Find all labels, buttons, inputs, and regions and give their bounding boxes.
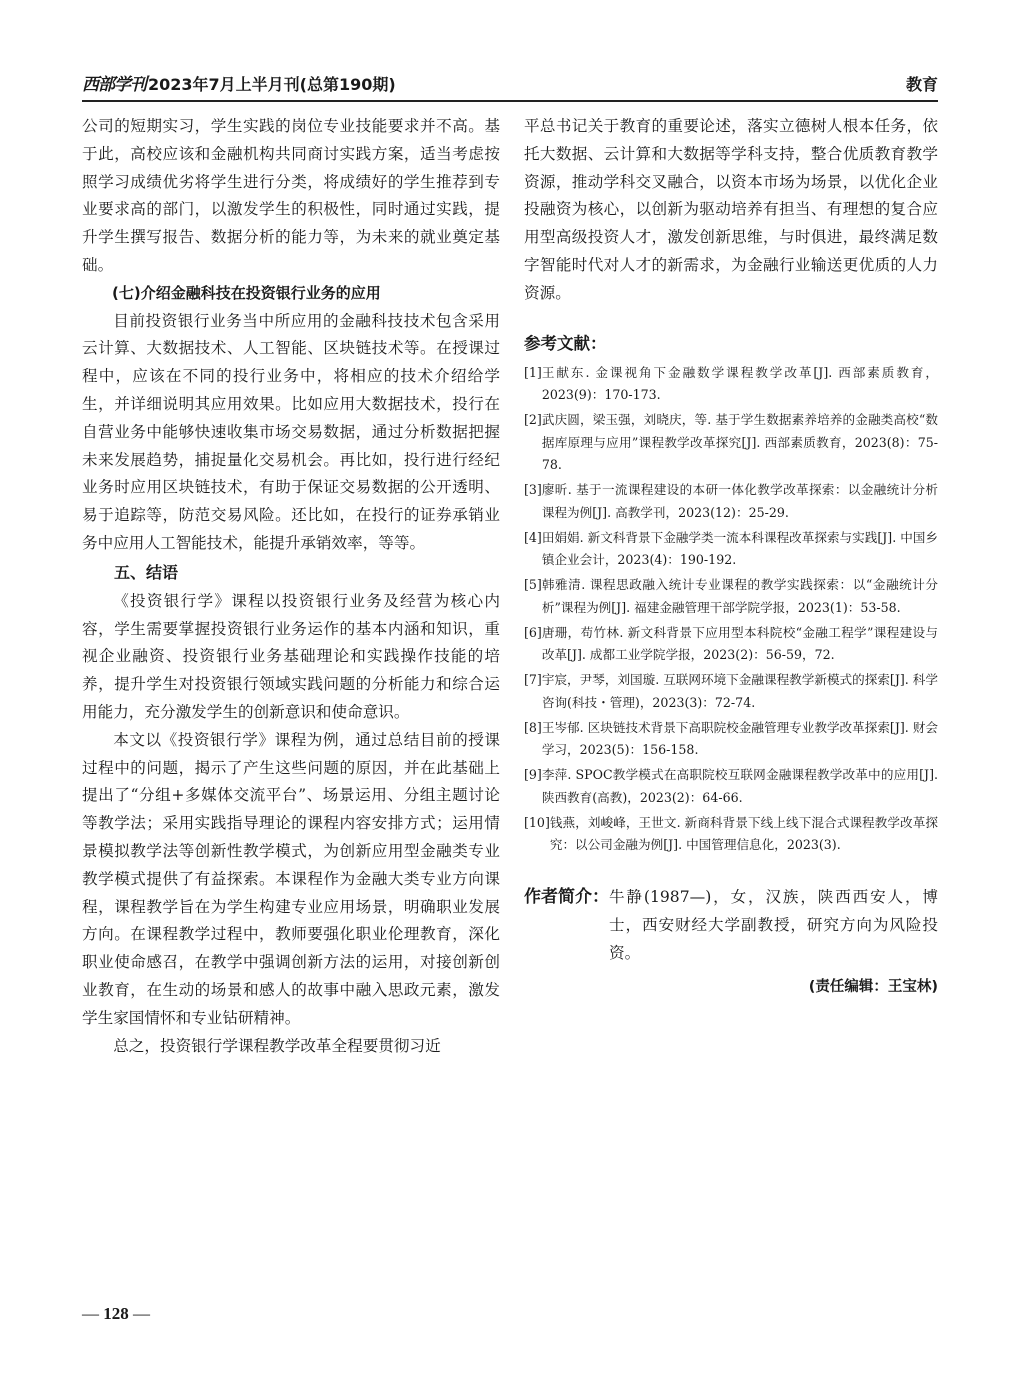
right-column [524,113,938,999]
journal-logo: 西部学刊 [82,75,146,95]
reference-number: [10] [524,814,550,830]
reference-text: 王献东. 金课视角下金融数学课程教学改革[J]. 西部素质教育，2023(9)：170-173. [541,364,938,403]
section-heading: 五、结语 [114,562,179,582]
reference-number: [1] [524,364,542,380]
reference-text: 钱燕，刘峻峰，王世文. 新商科背景下线上线下混合式课程教学改革探究：以公司金融为例[J]. 中国管理信息化，2023(3). [549,814,938,853]
reference-number: [3] [524,482,542,498]
body-paragraph: 总之，投资银行学课程教学改革全程要贯彻习近 [113,1036,441,1055]
reference-item [524,409,938,477]
page-number: 128 [103,1304,129,1323]
reference-item [524,479,938,524]
reference-number: [4] [524,529,542,545]
author-bio-label: 作者简介： [524,886,609,907]
reference-number: [6] [524,624,542,640]
subsection-heading: (七)介绍金融科技在投资银行业务的应用 [112,283,381,302]
reference-item [524,669,938,714]
author-bio-text: 牛静(1987—)，女，汉族，陕西西安人，博士，西安财经大学副教授，研究方向为风险投资。 [609,887,938,962]
reference-text: 廖昕. 基于一流课程建设的本研一体化教学改革探索：以金融统计分析课程为例[J]. 高教学刊，2023(12)：25-29. [541,482,938,520]
reference-list [524,362,938,857]
body-paragraph: 平总书记关于教育的重要论述，落实立德树人根本任务，依托大数据、云计算和大数据等学科支持，整合优质教育教学资源，推动学科交叉融合，以资本市场为场景，以优化企业投融资为核心，以创新为驱动培养有担当、有理想的复合应用型高级投资人才，激发创新思维，与时俱进，最终满足数字智能时代对人才的新需求，为金融行业输送更优质的人力资源。 [524,117,938,302]
body-paragraph: 《投资银行学》课程以投资银行业务及经营为核心内容，学生需要掌握投资银行业务运作的基本内涵和知识，重视企业融资、投资银行业务基础理论和实践操作技能的培养，提升学生对投资银行领域实践问题的分析能力和综合运用能力，充分激发学生的创新意识和使命意识。 [82,591,500,721]
footer-dash-right: — [133,1304,150,1323]
reference-number: [2] [524,412,542,428]
reference-item [524,362,938,407]
running-header [82,74,938,98]
reference-number: [7] [524,672,542,688]
reference-text: 王岑郁. 区块链技术背景下高职院校金融管理专业教学改革探索[J]. 财会学习，2023(5)：156-158. [541,719,938,758]
page-footer [82,1302,150,1326]
body-paragraph: 本文以《投资银行学》课程为例，通过总结目前的授课过程中的问题，揭示了产生这些问题的原因，并在此基础上提出了“分组+多媒体交流平台”、场景运用、分组主题讨论等教学法；采用实践指导理论的课程内容安排方式；运用情景模拟教学法等创新性教学模式，为创新应用型金融类专业教学模式提供了有益探索。本课程作为金融大类专业方向课程，课程教学旨在为学生构建专业应用场景，明确职业发展方向。在课程教学过程中，教师要强化职业伦理教育，深化职业使命感召，在教学中强调创新方法的运用，对接创新创业教育，在生动的场景和感人的故事中融入思政元素，激发学生家国情怀和专业钻研精神。 [82,730,500,1027]
reference-item [524,527,938,572]
author-bio [524,883,938,967]
reference-number: [8] [524,719,542,735]
reference-text: 田娟娟. 新文科背景下金融学类一流本科课程改革探索与实践[J]. 中国乡镇企业会计，2023(4)：190-192. [541,529,938,568]
section-label: 教育 [905,75,938,94]
reference-text: 武庆圆，梁玉强，刘晓庆，等. 基于学生数据素养培养的金融类高校“数据库原理与应用”课程教学改革探究[J]. 西部素质教育，2023(8)：75-78. [541,412,938,473]
editor-note: (责任编辑：王宝林) [808,978,938,995]
reference-item [524,574,938,619]
reference-item [524,764,938,809]
reference-item [524,812,938,857]
reference-item [524,622,938,667]
left-column [82,113,500,1060]
issue-info: 2023年7月上半月刊(总第190期) [148,75,396,94]
reference-number: [5] [524,577,542,593]
references-title: 参考文献： [524,333,607,353]
reference-text: 唐珊，苟竹林. 新文科背景下应用型本科院校“金融工程学”课程建设与改革[J]. 成都工业学院学报，2023(2)：56-59，72. [541,624,938,663]
reference-number: [9] [524,767,542,783]
journal-issue-line [82,74,396,96]
reference-text: 宇宸，尹琴，刘国璇. 互联网环境下金融课程教学新模式的探索[J]. 科学咨询(科技・管理)，2023(3)：72-74. [541,672,938,710]
reference-text: 李萍. SPOC教学模式在高职院校互联网金融课程教学改革中的应用[J]. 陕西教育(高教)，2023(2)：64-66. [541,767,938,805]
reference-text: 韩雅清. 课程思政融入统计专业课程的教学实践探索：以“金融统计分析”课程为例[J]. 福建金融管理干部学院学报，2023(1)：53-58. [541,577,938,615]
reference-item [524,717,938,762]
body-paragraph: 公司的短期实习，学生实践的岗位专业技能要求并不高。基于此，高校应该和金融机构共同商讨实践方案，适当考虑按照学习成绩优劣将学生进行分类，将成绩好的学生推荐到专业要求高的部门，以激发学生的积极性，同时通过实践，提升学生撰写报告、数据分析的能力等，为未来的就业奠定基础。 [82,117,500,274]
footer-dash-left: — [82,1304,99,1323]
header-rule [82,100,938,102]
body-paragraph: 目前投资银行业务当中所应用的金融科技技术包含采用云计算、大数据技术、人工智能、区块链技术等。在授课过程中，应该在不同的投行业务中，将相应的技术介绍给学生，并详细说明其应用效果。比如应用大数据技术，投行在自营业务中能够快速收集市场交易数据，通过分析数据把握未来发展趋势，捕捉量化交易机会。再比如，投行进行经纪业务时应用区块链技术，有助于保证交易数据的公开透明、易于追踪等，防范交易风险。还比如，在投行的证券承销业务中应用人工智能技术，能提升承销效率，等等。 [82,311,500,552]
